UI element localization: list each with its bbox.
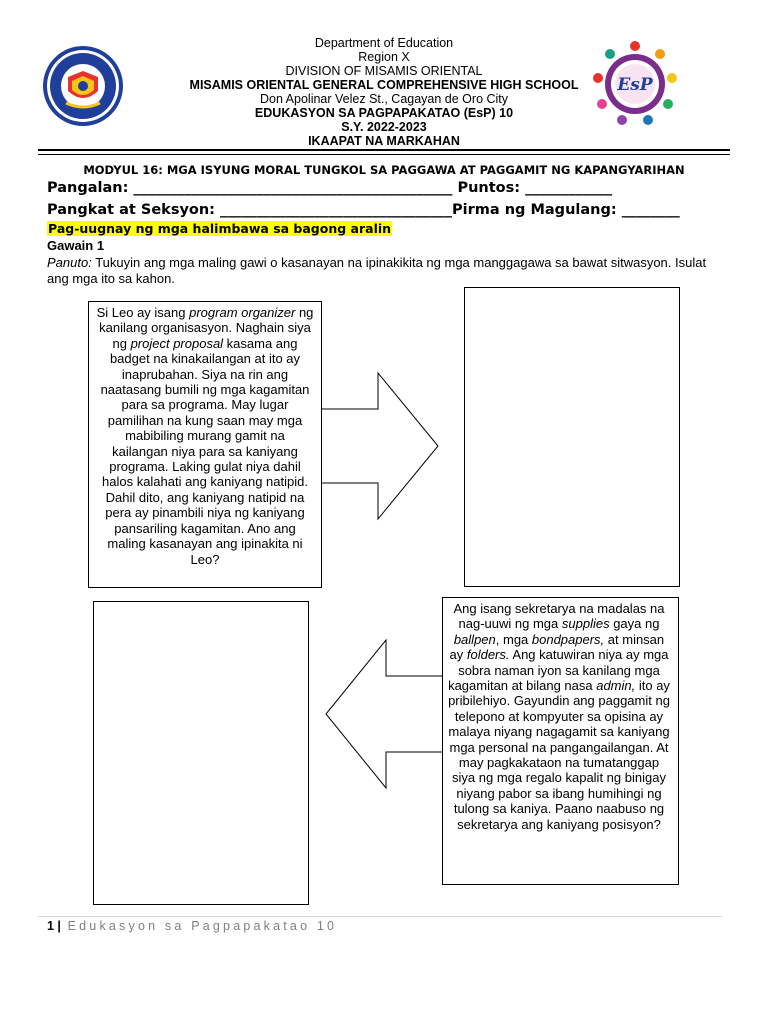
subject-title: EDUKASYON SA PAGPAPAKATAO (EsP) 10 [254, 106, 514, 120]
section-signature-line[interactable]: Pangkat at Seksyon: ________________________________Pirma ng Magulang: ________ [47, 202, 680, 218]
answer-box-2[interactable] [93, 601, 309, 905]
module-title: MODYUL 16: MGA ISYUNG MORAL TUNGKOL SA PAGGAWA AT PAGGAMIT NG KAPANGYARIHAN [83, 163, 685, 177]
division: DIVISION OF MISAMIS ORIENTAL [285, 64, 483, 78]
department: Department of Education [314, 36, 454, 50]
instruction-label: Panuto: [47, 255, 92, 270]
page-footer [47, 919, 337, 933]
footer-divider [38, 916, 722, 917]
answer-box-1[interactable] [464, 287, 680, 587]
instruction-text: Tukuyin ang mga maling gawi o kasanayan na ipinakikita ng mga manggagawa sa bawat sitwasyon. Isulat ang mga ito sa kahon. [47, 255, 707, 286]
school-address: Don Apolinar Velez St., Cagayan de Oro City [259, 92, 509, 106]
school-year: S.Y. 2022-2023 [341, 120, 427, 134]
school-name: MISAMIS ORIENTAL GENERAL COMPREHENSIVE HIGH SCHOOL [189, 78, 579, 92]
name-score-line[interactable]: Pangalan: ____________________________________________ Puntos: ____________ [47, 180, 613, 196]
page-number: 1 | [47, 919, 61, 933]
section-heading: Pag-uugnay ng mga halimbawa sa bagong aralin [48, 221, 392, 236]
footer-text: Edukasyon sa Pagpapakatao 10 [60, 919, 338, 933]
esp-logo-text: EsP [617, 75, 653, 95]
situation-2-text: Ang isang sekretarya na madalas na nag-uuwi ng mga supplies gaya ng ballpen, mga bondpapers, at minsan ay folders. Ang katuwiran niya ay mga sobra naman iyon sa kanilang mga kagamitan at bilang nasa admin, ito ay pribilehiyo. Gayundin ang paggamit ng telepono at kompyuter sa opisina ay malaya niyang nagagamit sa kaniyang mga personal na pangangailangan. At may pagkakataon na tumatanggap siya ng mga regalo kapalit ng binigay niyang pabor sa ibang humihingi ng tulong sa kaniya. Paano naabuso ng sekretarya ang kaniyang posisyon? [448, 601, 670, 832]
situation-1-text: Si Leo ay isang program organizer ng kanilang organisasyon. Naghain siya ng project proposal kasama ang badget na kinakailangan at ito ay inaprubahan. Siya na rin ang naatasang bumili ng mga kagamitan para sa programa. May lugar pamilihan na kung saan may mga mabibiling murang gamit na kailangan niya para sa kaniyang programa. Laking gulat niya dahil halos kalahati ang kaniyang natipid. Dahil dito, ang kaniyang natipid na pera ay pinambili niya ng kaniyang pansariling kagamitan. Ano ang maling kasanayan ang ipinakita ni Leo? [96, 305, 314, 567]
activity-title: Gawain 1 [47, 238, 105, 253]
quarter: IKAAPAT NA MARKAHAN [308, 134, 460, 148]
region: Region X [358, 50, 410, 64]
